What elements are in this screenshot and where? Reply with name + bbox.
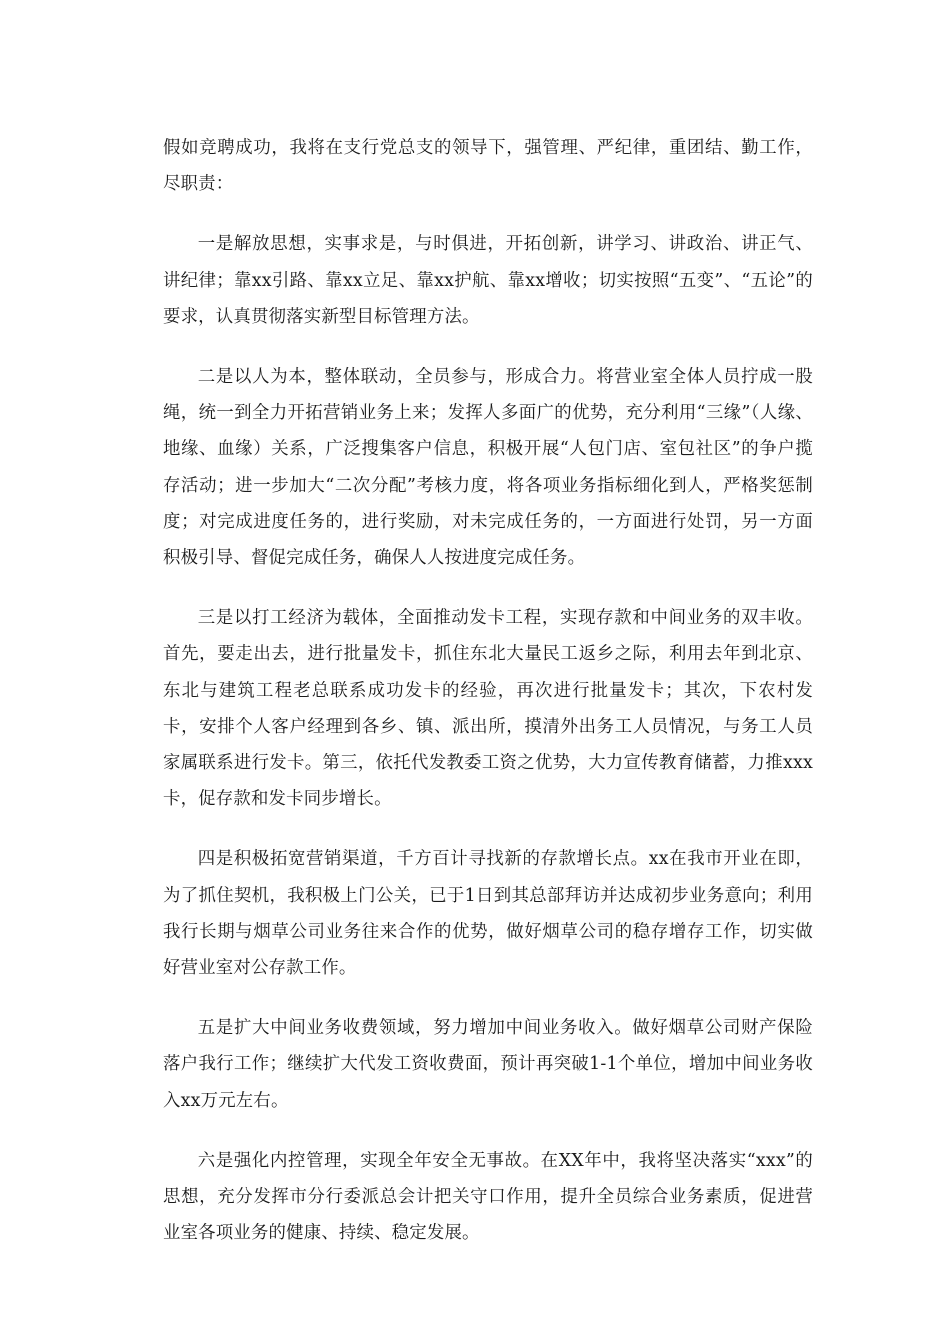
paragraph-point-6: 六是强化内控管理，实现全年安全无事故。在XX年中，我将坚决落实“xxx”的思想，充分发挥市分行委派总会计把关守口作用，提升全员综合业务素质，促进营业室各项业务的健康、持续、稳定发展。 [163,1150,813,1244]
paragraph-point-5: 五是扩大中间业务收费领域，努力增加中间业务收入。做好烟草公司财产保险落户我行工作；继续扩大代发工资收费面，预计再突破1-1个单位，增加中间业务收入xx万元左右。 [163,1018,813,1111]
paragraph-point-3: 三是以打工经济为载体，全面推动发卡工程，实现存款和中间业务的双丰收。首先，要走出去，进行批量发卡，抓住东北大量民工返乡之际，利用去年到北京、东北与建筑工程老总联系成功发卡的经验，再次进行批量发卡；其次，下农村发卡，安排个人客户经理到各乡、镇、派出所，摸清外出务工人员情况，与务工人员家属联系进行发卡。第三，依托代发教委工资之优势，大力宣传教育储蓄，力推xxx卡，促存款和发卡同步增长。 [163,608,813,810]
paragraph-point-4: 四是积极拓宽营销渠道，千方百计寻找新的存款增长点。xx在我市开业在即，为了抓住契机，我积极上门公关，已于1日到其总部拜访并达成初步业务意向；利用我行长期与烟草公司业务往来合作的优势，做好烟草公司的稳存增存工作，切实做好营业室对公存款工作。 [163,849,813,979]
paragraph-point-1: 一是解放思想，实事求是，与时俱进，开拓创新，讲学习、讲政治、讲正气、讲纪律；靠xx引路、靠xx立足、靠xx护航、靠xx增收；切实按照“五变”、“五论”的要求，认真贯彻落实新型目标管理方法。 [163,234,813,327]
paragraph-point-2: 二是以人为本，整体联动，全员参与，形成合力。将营业室全体人员拧成一股绳，统一到全力开拓营销业务上来；发挥人多面广的优势，充分利用“三缘”（人缘、地缘、血缘）关系，广泛搜集客户信息，积极开展“人包门店、室包社区”的争户揽存活动；进一步加大“二次分配”考核力度，将各项业务指标细化到人，严格奖惩制度；对完成进度任务的，进行奖励，对未完成任务的，一方面进行处罚，另一方面积极引导、督促完成任务，确保人人按进度完成任务。 [163,367,813,569]
paragraph-intro: 假如竞聘成功，我将在支行党总支的领导下，强管理、严纪律，重团结、勤工作，尽职责： [163,138,813,195]
document-body [163,130,813,1275]
